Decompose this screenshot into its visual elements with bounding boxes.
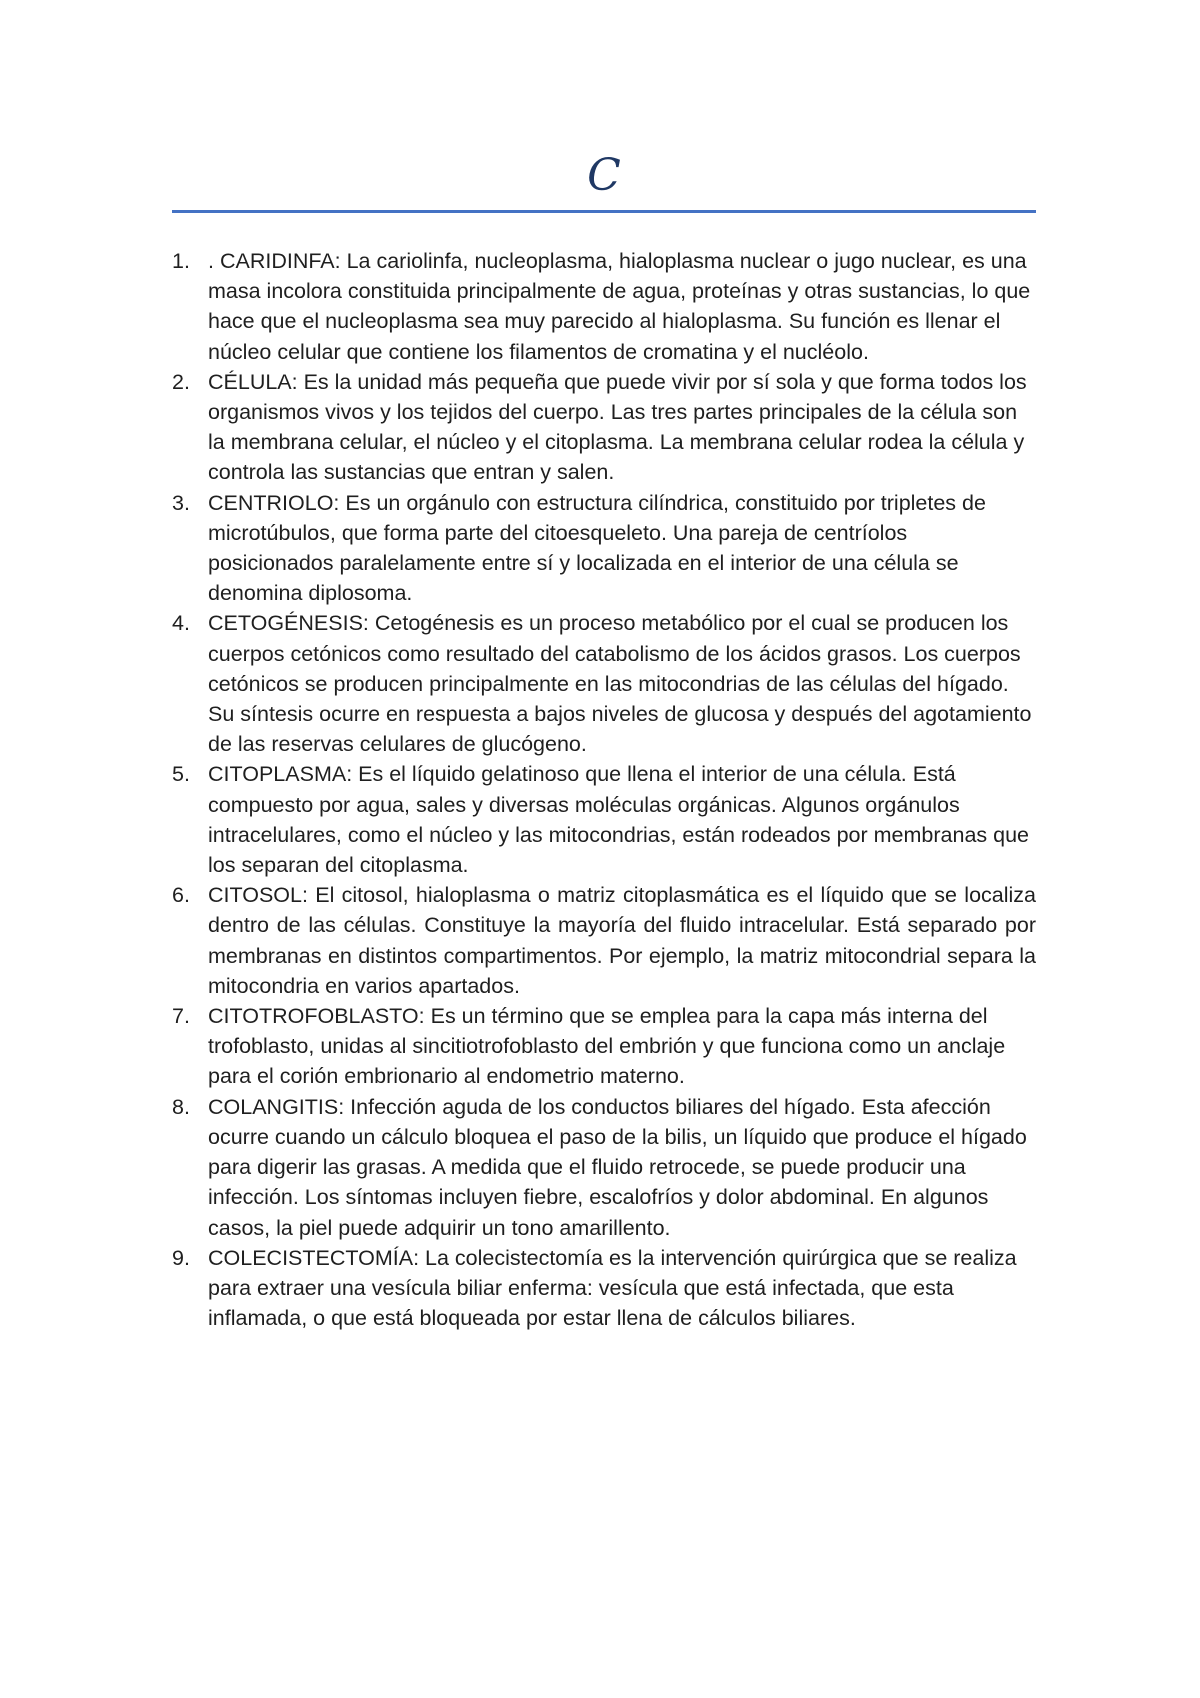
- entry-number: 2.: [172, 369, 190, 394]
- glossary-entry-celula: [172, 367, 1036, 488]
- entry-text: CETOGÉNESIS: Cetogénesis es un proceso metabólico por el cual se producen los cuerpos cetónicos como resultado del catabolismo de los ácidos grasos. Los cuerpos cetónicos se producen principalmente en las mitocondrias de las células del hígado. Su síntesis ocurre en respuesta a bajos niveles de glucosa y después del agotamiento de las reservas celulares de glucógeno.: [208, 611, 1032, 757]
- entry-number: 6.: [172, 883, 190, 908]
- entry-text: CITOTROFOBLASTO: Es un término que se emplea para la capa más interna del trofoblasto, unidas al sincitiotrofoblasto del embrión y que funciona como un anclaje para el corión embrionario al endometrio materno.: [208, 1004, 1006, 1089]
- entry-text: CITOSOL: El citosol, hialoplasma o matriz citoplasmática es el líquido que se localiza dentro de las células. Constituye la mayoría del fluido intracelular. Está separado por membranas en distintos compartimentos. Por ejemplo, la matriz mitocondrial separa la mitocondria en varios apartados.: [208, 883, 1036, 998]
- entry-text: . CARIDINFA: La cariolinfa, nucleoplasma, hialoplasma nuclear o jugo nuclear, es una masa incolora constituida principalmente de agua, proteínas y otras sustancias, lo que hace que el nucleoplasma sea muy parecido al hialoplasma. Su función es llenar el núcleo celular que contiene los filamentos de cromatina y el nucléolo.: [208, 249, 1031, 364]
- entry-number: 4.: [172, 611, 190, 636]
- entry-text: CÉLULA: Es la unidad más pequeña que puede vivir por sí sola y que forma todos los organismos vivos y los tejidos del cuerpo. Las tres partes principales de la célula son la membrana celular, el núcleo y el citoplasma. La membrana celular rodea la célula y controla las sustancias que entran y salen.: [208, 369, 1027, 485]
- glossary-entry-colangitis: [172, 1092, 1036, 1243]
- entry-number: 7.: [172, 1004, 190, 1029]
- heading-divider: [172, 210, 1036, 213]
- entry-text: COLANGITIS: Infección aguda de los conductos biliares del hígado. Esta afección ocurre cuando un cálculo bloquea el paso de la bilis, un líquido que produce el hígado para digerir las grasas. A medida que el fluido retrocede, se puede producir una infección. Los síntomas incluyen fiebre, escalofríos y dolor abdominal. En algunos casos, la piel puede adquirir un tono amarillento.: [208, 1094, 1027, 1240]
- glossary-entry-centriolo: [172, 488, 1036, 609]
- glossary-list: [172, 246, 1036, 1333]
- section-letter-heading: C: [587, 150, 621, 201]
- glossary-entry-citosol: [172, 880, 1036, 1001]
- entry-number: 3.: [172, 490, 190, 515]
- entry-text: CENTRIOLO: Es un orgánulo con estructura cilíndrica, constituido por tripletes de microtúbulos, que forma parte del citoesqueleto. Una pareja de centríolos posicionados paralelamente entre sí y localizada en el interior de una célula se denomina diplosoma.: [208, 490, 986, 606]
- entry-number: 9.: [172, 1245, 190, 1270]
- entry-number: 5.: [172, 762, 190, 787]
- glossary-entry-cetogenesis: [172, 608, 1036, 759]
- entry-number: 8.: [172, 1094, 190, 1119]
- entry-number: 1.: [172, 249, 190, 273]
- entry-text: CITOPLASMA: Es el líquido gelatinoso que llena el interior de una célula. Está compuesto por agua, sales y diversas moléculas orgánicas. Algunos orgánulos intracelulares, como el núcleo y las mitocondrias, están rodeados por membranas que los separan del citoplasma.: [208, 762, 1030, 878]
- glossary-entry-colecistectomia: [172, 1243, 1036, 1334]
- glossary-entry-citotrofoblasto: [172, 1001, 1036, 1092]
- entry-text: COLECISTECTOMÍA: La colecistectomía es la intervención quirúrgica que se realiza para extraer una vesícula biliar enferma: vesícula que está infectada, que esta inflamada, o que está bloqueada por estar llena de cálculos biliares.: [208, 1245, 1017, 1331]
- glossary-entry-citoplasma: [172, 759, 1036, 880]
- glossary-entry-caridinfa: [172, 246, 1036, 367]
